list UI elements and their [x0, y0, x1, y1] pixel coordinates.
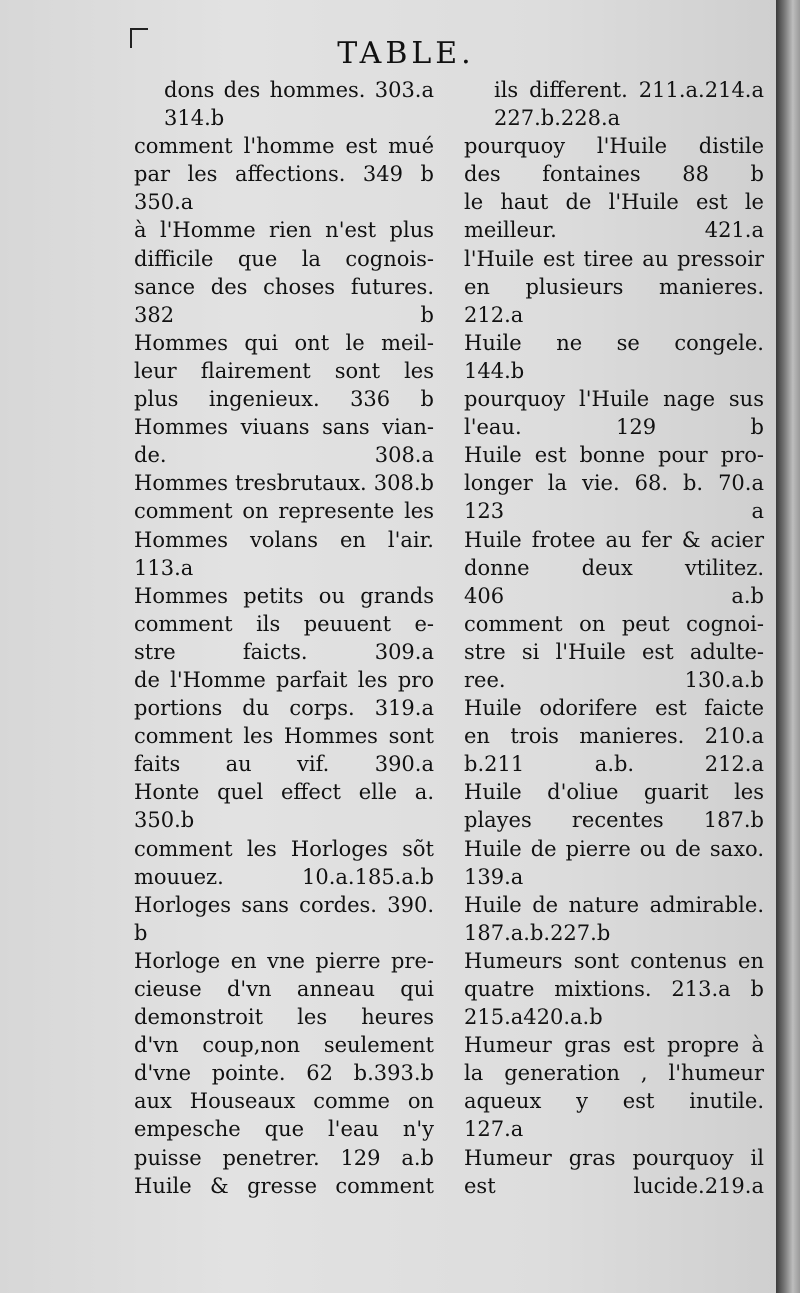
entry-line: comment ils peuuent e- [134, 611, 434, 636]
entry-line: 212.a [464, 302, 524, 327]
index-entry [464, 76, 764, 132]
entry-line: Huile ne se congele. [464, 330, 764, 355]
index-entry [134, 132, 434, 216]
entry-line: Huile de pierre ou de saxo. [464, 836, 764, 861]
entry-line: sance des choses futures. [134, 274, 434, 299]
entry-line: de l'Homme parfait les pro [134, 667, 434, 692]
entry-line: comment les Hommes sont [134, 724, 434, 749]
entry-line: pourquoy l'Huile nage sus [464, 387, 764, 412]
entry-line: quatre mixtions. 213.a b [464, 977, 764, 1001]
entry-line: comment on peut cognoi- [464, 611, 764, 636]
index-entry [464, 835, 764, 891]
index-entry [464, 778, 764, 834]
entry-line: b.211 a.b. 212.a [464, 752, 764, 777]
entry-line: 113.a [134, 555, 194, 580]
index-entry [464, 694, 764, 778]
entry-line: comment l'homme est mué [134, 134, 434, 159]
index-entry [134, 778, 434, 834]
entry-line: 215.a420.a.b [464, 1005, 603, 1030]
entry-line: stre si l'Huile est adulte- [464, 639, 764, 664]
index-entry [134, 947, 434, 1087]
entry-line: le haut de l'Huile est le [464, 190, 764, 215]
entry-line: 139.a [464, 864, 524, 889]
entry-line: Hommes petits ou grands [134, 583, 434, 608]
entry-line: portions du corps. 319.a [134, 696, 434, 721]
entry-line: 144.b [464, 358, 525, 383]
entry-line: difficile que la cognois- [134, 246, 434, 271]
index-entry [464, 610, 764, 694]
entry-line: Honte quel effect elle a. [134, 780, 434, 805]
index-entry [134, 469, 434, 497]
entry-line: Huile est bonne pour pro- [464, 443, 764, 468]
entry-line: d'vn coup,non seulement [134, 1033, 434, 1058]
entry-line: Humeurs sont contenus en [464, 948, 764, 973]
entry-line: playes recentes 187.b [464, 808, 764, 833]
entry-line: meilleur. 421.a [464, 218, 764, 243]
entry-line: aux Houseaux comme on [134, 1089, 434, 1114]
index-entry [134, 666, 434, 722]
index-entry [134, 1172, 434, 1200]
entry-line: Horloge en vne pierre pre- [134, 948, 434, 973]
entry-line: par les affections. 349 b [134, 162, 434, 187]
index-entry [134, 413, 434, 469]
entry-line: 187.a.b.227.b [464, 920, 611, 945]
index-entry [464, 385, 764, 441]
entry-line: aqueux y est inutile. [464, 1089, 764, 1114]
entry-line: des fontaines 88 b [464, 162, 764, 187]
page-header: TABLE. [337, 36, 475, 71]
left-column [134, 76, 434, 1200]
entry-line: dons des hommes. 303.a [164, 78, 434, 102]
entry-line: Huile de nature admirable. [464, 892, 764, 917]
entry-line: plus ingenieux. 336 b [134, 387, 434, 412]
index-entry [464, 132, 764, 188]
entry-line: longer la vie. 68. b. 70.a [464, 471, 764, 496]
index-entry [134, 104, 434, 132]
entry-line: ree. 130.a.b [464, 667, 764, 692]
page-edge-shadow [776, 0, 800, 1293]
entry-line: donne deux vtilitez. [464, 555, 764, 580]
index-entry [134, 835, 434, 891]
entry-line: Humeur gras est propre à [464, 1033, 764, 1058]
index-entry [464, 526, 764, 610]
entry-line: comment on represente les [134, 499, 434, 524]
entry-line: 123 a [464, 499, 764, 524]
entry-line: Horloges sans cordes. 390. [134, 892, 434, 917]
entry-line: stre faicts. 309.a [134, 639, 434, 664]
entry-line: l'eau. 129 b [464, 415, 764, 440]
entry-line: Huile frotee au fer & acier [464, 527, 764, 552]
entry-line: est lucide.219.a [464, 1173, 764, 1198]
entry-line: Huile odorifere est faicte [464, 696, 764, 721]
entry-line: d'vne pointe. 62 b.393.b [134, 1061, 434, 1086]
entry-line: en plusieurs manieres. [464, 274, 764, 299]
entry-line: b [134, 920, 148, 945]
entry-line: Huile d'oliue guarit les [464, 780, 764, 805]
entry-line: l'Huile est tiree au pressoir [464, 246, 764, 271]
entry-line: la generation , l'humeur [464, 1061, 764, 1086]
entry-line: demonstroit les heures [134, 1005, 434, 1030]
entry-line: Hommes viuans sans vian- [134, 415, 434, 440]
index-entry [464, 891, 764, 947]
entry-line: en trois manieres. 210.a [464, 724, 764, 749]
entry-line: 350.a [134, 190, 194, 215]
index-entry [134, 891, 434, 947]
entry-line: Hommes tresbrutaux. 308.b [134, 471, 434, 496]
entry-line: pourquoy l'Huile distile [464, 134, 764, 159]
index-entry [134, 497, 434, 581]
index-entry [464, 441, 764, 525]
index-entry [464, 1144, 764, 1200]
entry-line: cieuse d'vn anneau qui [134, 977, 434, 1001]
entry-line: à l'Homme rien n'est plus [134, 218, 434, 243]
index-entry [464, 1031, 764, 1143]
entry-line: 127.a [464, 1117, 524, 1142]
entry-line: 227.b.228.a [494, 106, 621, 131]
index-entry [464, 245, 764, 329]
entry-line: leur flairement sont les [134, 358, 434, 383]
entry-line: 406 a.b [464, 583, 764, 608]
entry-line: 314.b [164, 106, 225, 131]
index-entry [464, 329, 764, 385]
index-entry [134, 76, 434, 104]
entry-line: empesche que l'eau n'y [134, 1117, 434, 1142]
index-entry [464, 947, 764, 1031]
entry-line: Hommes volans en l'air. [134, 527, 434, 552]
entry-line: 350.b [134, 808, 195, 833]
index-entry [134, 582, 434, 666]
entry-line: comment les Horloges sõt [134, 836, 434, 861]
entry-line: mouuez. 10.a.185.a.b [134, 864, 434, 889]
index-entry [464, 188, 764, 244]
entry-line: Huile & gresse comment [134, 1173, 434, 1198]
index-entry [134, 722, 434, 778]
entry-line: 382 b [134, 302, 434, 327]
entry-line: Humeur gras pourquoy il [464, 1145, 764, 1170]
index-entry [134, 1087, 434, 1171]
entry-line: Hommes qui ont le meil- [134, 330, 434, 355]
index-entry [134, 216, 434, 328]
entry-line: ils different. 211.a.214.a [494, 78, 764, 102]
right-column [464, 76, 764, 1200]
entry-line: de. 308.a [134, 443, 434, 468]
index-entry [134, 329, 434, 413]
entry-line: faits au vif. 390.a [134, 752, 434, 777]
entry-line: puisse penetrer. 129 a.b [134, 1145, 434, 1170]
